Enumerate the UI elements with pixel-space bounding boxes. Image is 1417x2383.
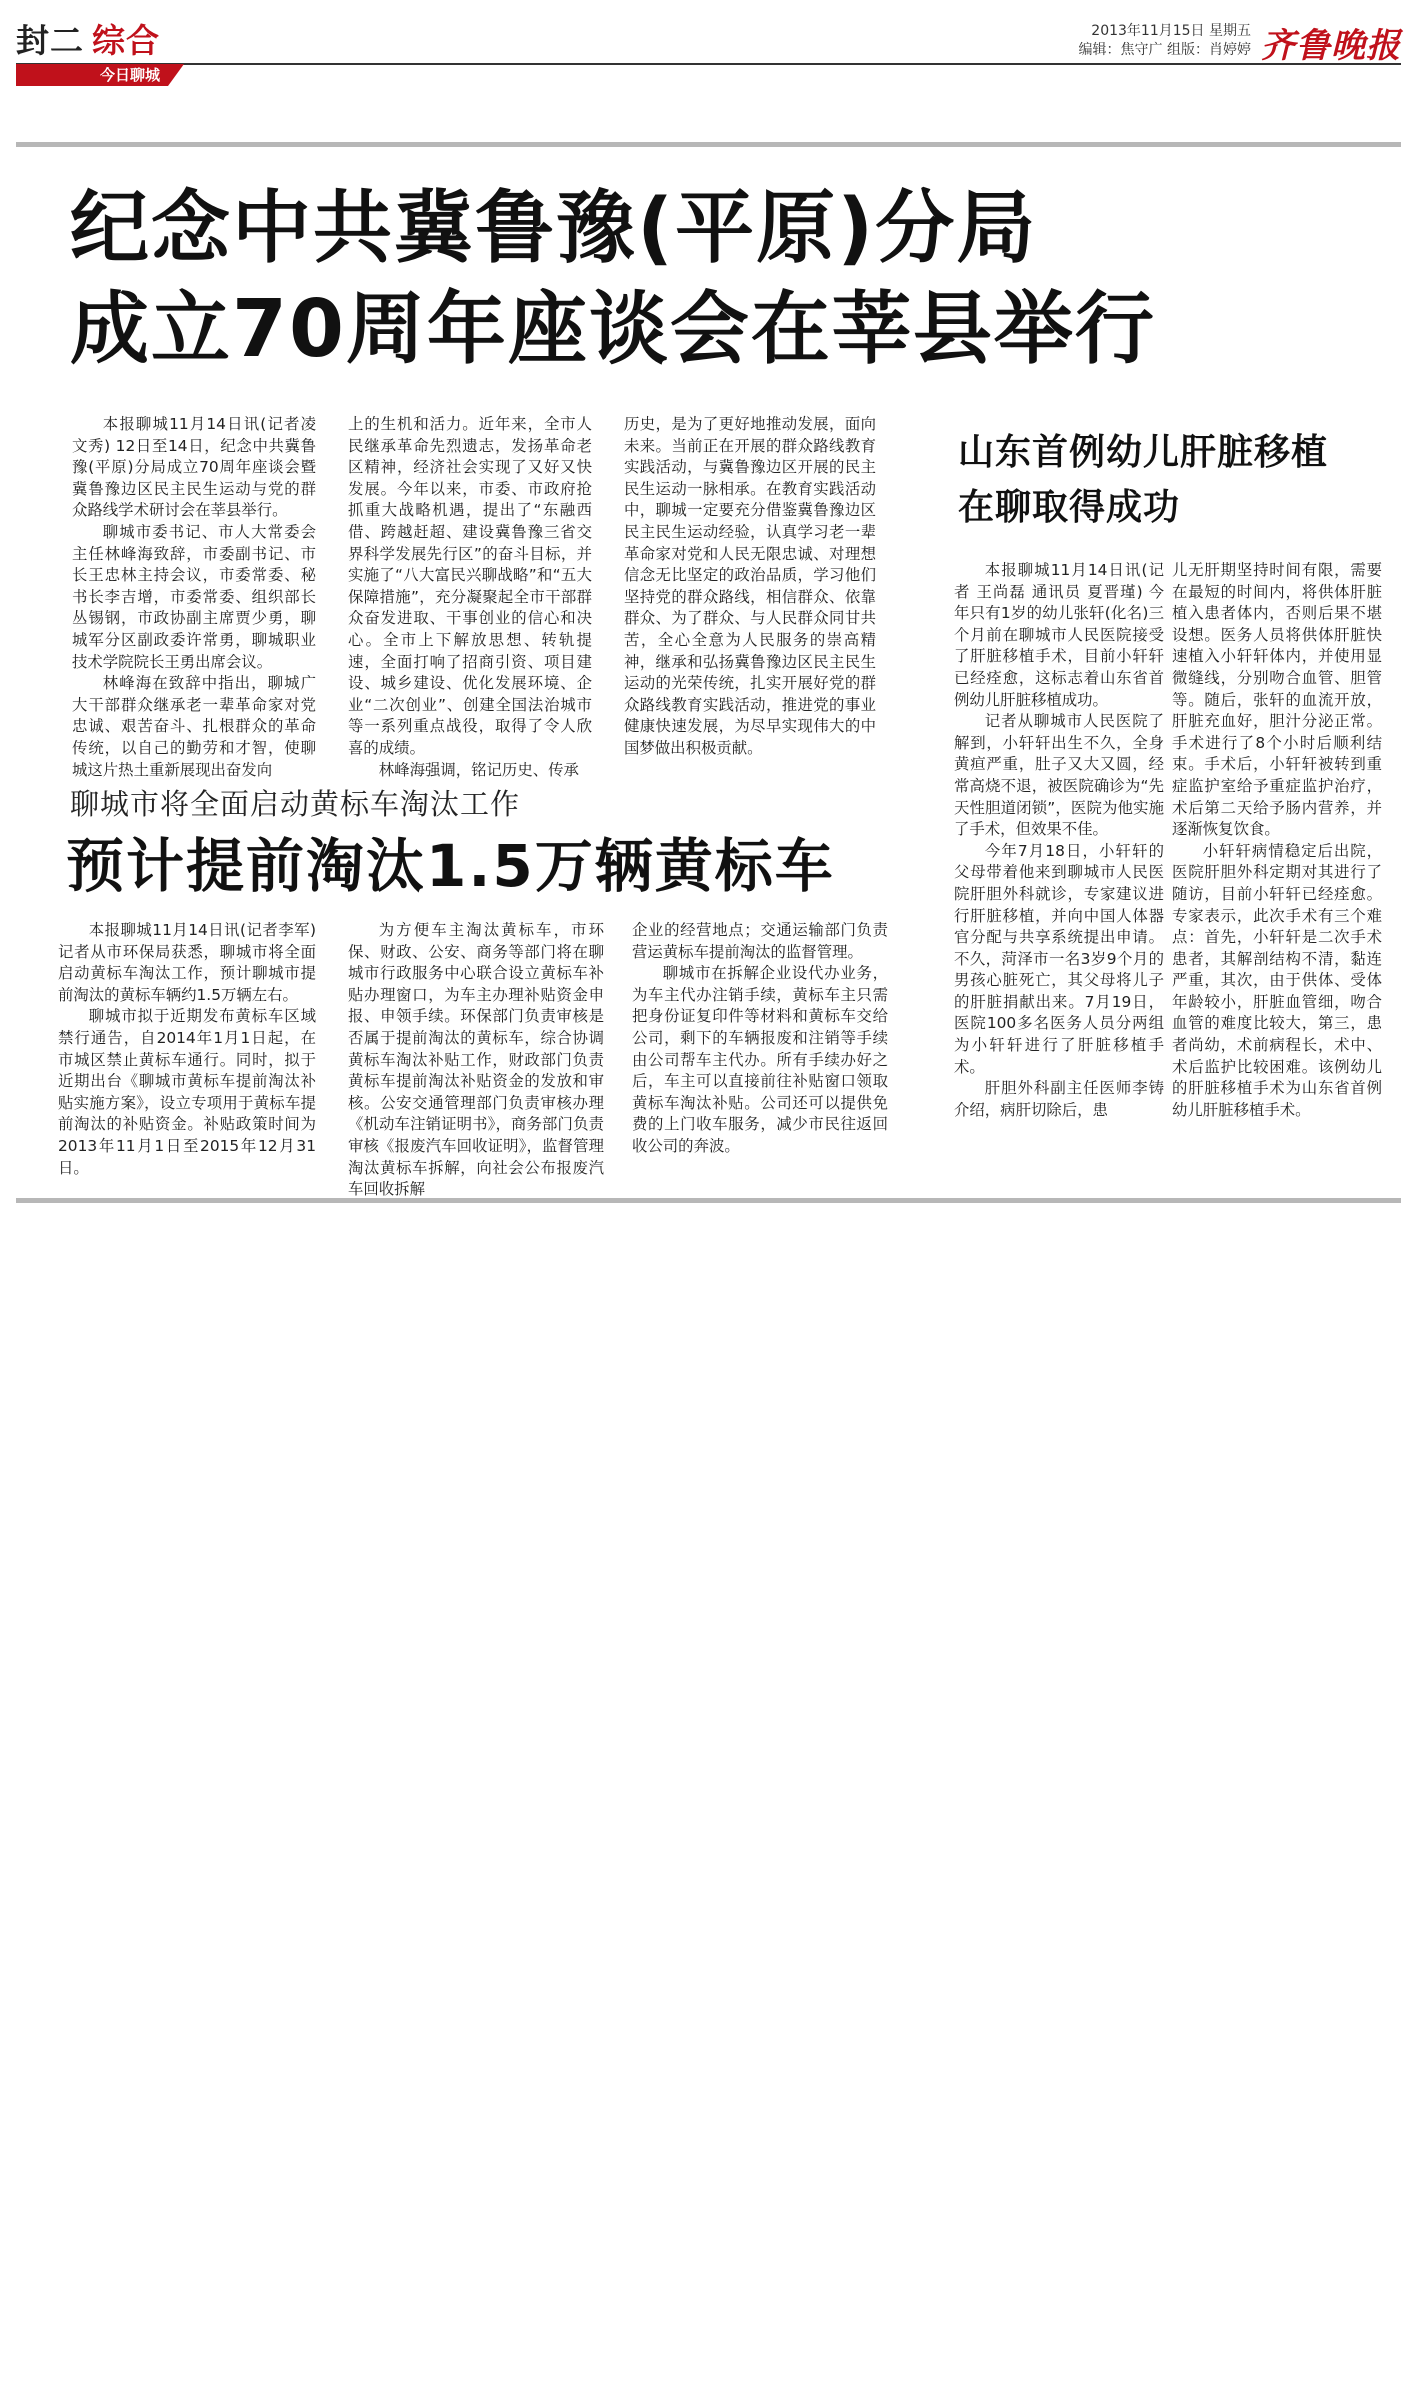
paragraph: 聊城市拟于近期发布黄标车区域禁行通告，自2014年1月1日起，在市城区禁止黄标车通行。同时，拟于近期出台《聊城市黄标车提前淘汰补贴实施方案》，设立专项用于黄标车提前淘汰的补贴资金。补贴政策时间为2013年11月1日至2015年12月31日。 (58, 1007, 316, 1177)
lead-column-1 (72, 414, 316, 781)
second-kicker: 聊城市将全面启动黄标车淘汰工作 (70, 787, 521, 821)
lead-column-3 (624, 414, 876, 760)
page-header (16, 20, 1401, 82)
page-label: 封二 (16, 21, 84, 60)
paragraph: 林峰海在致辞中指出，聊城广大干部群众继承老一辈革命家对党忠诚、艰苦奋斗、扎根群众的革命传统，以自己的勤劳和才智，使聊城这片热土重新展现出奋发向 (72, 674, 316, 779)
paragraph: 本报聊城11月14日讯(记者 王尚磊 通讯员 夏晋瑾) 今年只有1岁的幼儿张轩(化名)三个月前在聊城市人民医院接受了肝脏移植手术，目前小轩轩已经痊愈，这标志着山东省首例幼儿肝脏移植成功。 (954, 561, 1164, 709)
paragraph: 聊城市委书记、市人大常委会主任林峰海致辞，市委副书记、市长王忠林主持会议，市委常委、秘书长李吉增，市委常委、组织部长丛锡钢，市政协副主席贾少勇，聊城军分区副政委许常勇，聊城职业技术学院院长王勇出席会议。 (72, 522, 316, 671)
lead-headline-line2: 成立70周年座谈会在莘县举行 (70, 283, 1156, 375)
lead-column-2 (348, 414, 592, 781)
side-headline (958, 425, 1398, 535)
paragraph: 本报聊城11月14日讯(记者凌文秀) 12日至14日，纪念中共冀鲁豫(平原)分局成立70周年座谈会暨冀鲁豫边区民主民生运动与党的群众路线学术研讨会在莘县举行。 (72, 415, 316, 520)
header-meta (1079, 22, 1251, 60)
paragraph: 企业的经营地点；交通运输部门负责营运黄标车提前淘汰的监督管理。 (632, 921, 888, 961)
bottom-divider (16, 1198, 1401, 1203)
paragraph: 记者从聊城市人民医院了解到，小轩轩出生不久，全身黄疸严重，肚子又大又圆，经常高烧不退，被医院确诊为“先天性胆道闭锁”，医院为他实施了手术，但效果不佳。 (954, 712, 1164, 839)
paragraph: 本报聊城11月14日讯(记者李军) 记者从市环保局获悉，聊城市将全面启动黄标车淘汰工作，预计聊城市提前淘汰的黄标车辆约1.5万辆左右。 (58, 921, 316, 1004)
paragraph: 儿无肝期坚持时间有限，需要在最短的时间内，将供体肝脏植入患者体内，否则后果不堪设想。医务人员将供体肝脏快速植入小轩轩体内，并使用显微缝线，分别吻合血管、胆管等。随后，张轩的血流开放，肝脏充血好，胆汁分泌正常。手术进行了8个小时后顺利结束。手术后，小轩轩被转到重症监护室给予重症监护治疗，术后第二天给予肠内营养，并逐渐恢复饮食。 (1172, 561, 1382, 839)
second-headline: 预计提前淘汰1.5万辆黄标车 (66, 832, 835, 900)
side-column-1 (954, 560, 1164, 1121)
paragraph: 肝胆外科副主任医师李铸介绍，病肝切除后，患 (954, 1079, 1164, 1119)
second-column-3 (632, 920, 888, 1158)
paragraph: 林峰海强调，铭记历史、传承 (378, 760, 579, 779)
paragraph: 今年7月18日，小轩轩的父母带着他来到聊城市人民医院肝胆外科就诊，专家建议进行肝脏移植，并向中国人体器官分配与共享系统提出申请。不久，菏泽市一名3岁9个月的男孩心脏死亡，其父母将儿子的肝脏捐献出来。7月19日，医院100多名医务人员分两组为小轩轩进行了肝脏移植手术。 (954, 841, 1164, 1076)
second-column-2 (348, 920, 604, 1201)
paragraph: 上的生机和活力。近年来，全市人民继承革命先烈遗志，发扬革命老区精神，经济社会实现了又好又快发展。今年以来，市委、市政府抢抓重大战略机遇，提出了“东融西借、跨越赶超、建设冀鲁豫三省交界科学发展先行区”的奋斗目标，并实施了“八大富民兴聊战略”和“五大保障措施”，充分凝聚起全市干部群众奋发进取、干事创业的信心和决心。全市上下解放思想、转轨提速，全面打响了招商引资、项目建设、城乡建设、优化发展环境、企业“二次创业”、创建全国法治城市等一系列重点战役，取得了令人欣喜的成绩。 (348, 415, 592, 757)
lead-headline (70, 178, 1370, 380)
subsection-name: 今日聊城 (100, 66, 161, 84)
header-rule (16, 63, 1401, 65)
subsection-bar-tip (168, 64, 184, 86)
second-column-1 (58, 920, 316, 1179)
paragraph: 聊城市在拆解企业设代办业务，为车主代办注销手续，黄标车主只需把身份证复印件等材料和黄标车交给公司，剩下的车辆报废和注销等手续由公司帮车主代办。所有手续办好之后，车主可以直接前往补贴窗口领取黄标车淘汰补贴。公司还可以提供免费的上门收车服务，减少市民往返回收公司的奔波。 (632, 964, 888, 1155)
section-name: 综合 (92, 21, 160, 60)
side-column-2 (1172, 560, 1382, 1121)
lead-headline-line1: 纪念中共冀鲁豫(平原)分局 (70, 182, 1038, 274)
date-line: 2013年11月15日 星期五 (1091, 23, 1251, 39)
side-headline-line1: 山东首例幼儿肝脏移植 (958, 432, 1329, 473)
masthead-logo: 齐鲁晚报 (1261, 26, 1401, 66)
editor-line: 编辑：焦守广 组版：肖婷婷 (1078, 42, 1251, 58)
top-divider (16, 142, 1401, 147)
paragraph: 小轩轩病情稳定后出院，医院肝胆外科定期对其进行了随访，目前小轩轩已经痊愈。专家表示，此次手术有三个难点：首先，小轩轩是二次手术患者，其解剖结构不清，黏连严重，其次，由于供体、受体年龄较小，肝脏血管细，吻合血管的难度比较大，第三，患者尚幼，术前病程长，术中、术后监护比较困难。该例幼儿的肝脏移植手术为山东省首例幼儿肝脏移植手术。 (1172, 841, 1382, 1119)
subsection-bar (16, 64, 168, 86)
paragraph: 历史，是为了更好地推动发展，面向未来。当前正在开展的群众路线教育实践活动，与冀鲁豫边区开展的民主民生运动一脉相承。在教育实践活动中，聊城一定要充分借鉴冀鲁豫边区民主民生运动经验，认真学习老一辈革命家对党和人民无限忠诚、对理想信念无比坚定的政治品质，学习他们坚持党的群众路线，相信群众、依靠群众、为了群众、与人民群众同甘共苦，全心全意为人民服务的崇高精神，继承和弘扬冀鲁豫边区民主民生运动的光荣传统，扎实开展好党的群众路线教育实践活动，推进党的事业健康快速发展，为尽早实现伟大的中国梦做出积极贡献。 (624, 415, 876, 757)
paragraph: 为方便车主淘汰黄标车，市环保、财政、公安、商务等部门将在聊城市行政服务中心联合设立黄标车补贴办理窗口，为车主办理补贴资金申报、申领手续。环保部门负责审核是否属于提前淘汰的黄标车，综合协调黄标车淘汰补贴工作，财政部门负责黄标车提前淘汰补贴资金的发放和审核。公安交通管理部门负责审核办理《机动车注销证明书》，商务部门负责审核《报废汽车回收证明》，监督管理淘汰黄标车拆解，向社会公布报废汽车回收拆解 (348, 921, 604, 1199)
section-label (16, 20, 160, 62)
side-headline-line2: 在聊取得成功 (958, 487, 1181, 528)
